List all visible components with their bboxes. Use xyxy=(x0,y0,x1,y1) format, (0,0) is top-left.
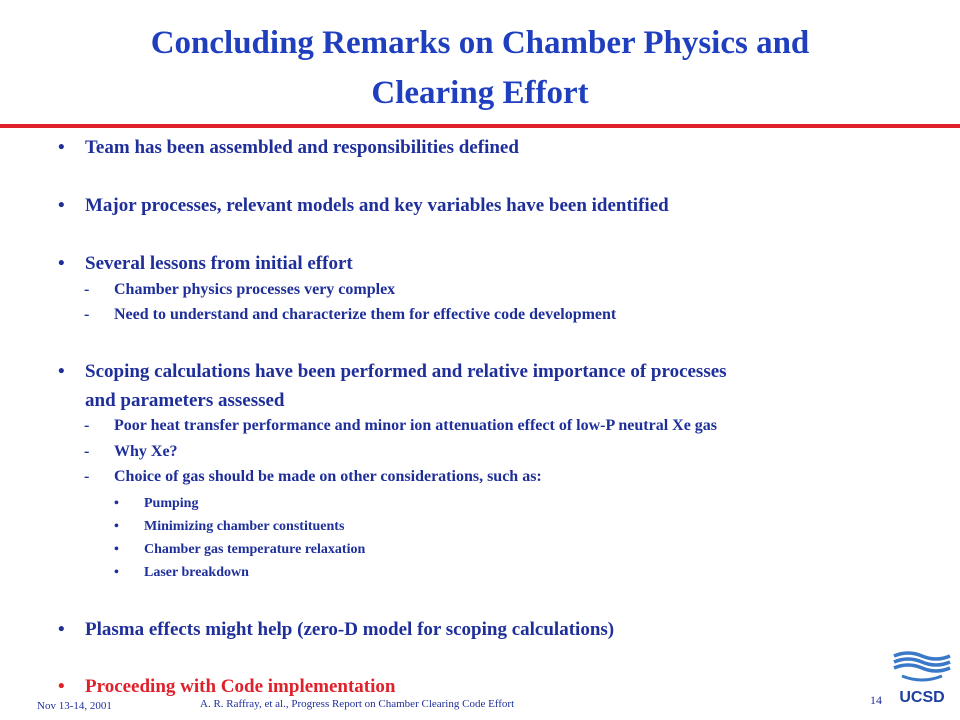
bullet-text: Scoping calculations have been performed and relative importance of processes xyxy=(85,361,727,382)
bullet-marker: • xyxy=(114,542,119,557)
bullet-marker: • xyxy=(114,565,119,580)
sub-sub-bullet-text: Laser breakdown xyxy=(144,565,249,580)
bullet-marker: • xyxy=(58,676,65,697)
dash-marker: - xyxy=(84,281,90,298)
sub-sub-bullet-text: Chamber gas temperature relaxation xyxy=(144,542,366,557)
bullet-marker: • xyxy=(58,361,65,382)
sub-sub-bullet-text: Minimizing chamber constituents xyxy=(144,519,345,534)
footer-date: Nov 13-14, 2001 xyxy=(37,700,112,712)
dash-marker: - xyxy=(84,417,90,434)
bullet-text: Team has been assembled and responsibilities defined xyxy=(85,137,519,158)
slide-title-line-2: Clearing Effort xyxy=(371,75,589,111)
bullet-marker: • xyxy=(58,195,65,216)
dash-marker: - xyxy=(84,443,90,460)
sub-bullet-text: Chamber physics processes very complex xyxy=(114,281,396,298)
slide-title-line-1: Concluding Remarks on Chamber Physics and xyxy=(150,25,810,61)
sub-bullet-text: Choice of gas should be made on other considerations, such as: xyxy=(114,468,542,485)
bullet-text: and parameters assessed xyxy=(85,390,285,411)
bullet-text: Proceeding with Code implementation xyxy=(85,676,396,697)
bullet-text: Plasma effects might help (zero-D model for scoping calculations) xyxy=(85,619,615,640)
bullet-marker: • xyxy=(58,619,65,640)
sub-sub-bullet-text: Pumping xyxy=(144,496,199,511)
ucsd-logo-text: UCSD xyxy=(899,689,945,706)
ucsd-logo-icon xyxy=(888,650,956,706)
title-divider xyxy=(0,124,960,128)
bullet-text: Major processes, relevant models and key variables have been identified xyxy=(85,195,669,216)
bullet-marker: • xyxy=(58,137,65,158)
sub-bullet-text: Need to understand and characterize them for effective code development xyxy=(114,306,617,323)
bullet-text: Several lessons from initial effort xyxy=(85,253,353,274)
footer-author: A. R. Raffray, et al., Progress Report on Chamber Clearing Code Effort xyxy=(200,698,515,710)
sub-bullet-text: Why Xe? xyxy=(114,443,178,460)
page-number: 14 xyxy=(870,693,882,707)
dash-marker: - xyxy=(84,468,90,485)
dash-marker: - xyxy=(84,306,90,323)
bullet-marker: • xyxy=(114,496,119,511)
bullet-marker: • xyxy=(58,253,65,274)
bullet-marker: • xyxy=(114,519,119,534)
sub-bullet-text: Poor heat transfer performance and minor ion attenuation effect of low-P neutral Xe gas xyxy=(114,417,718,434)
